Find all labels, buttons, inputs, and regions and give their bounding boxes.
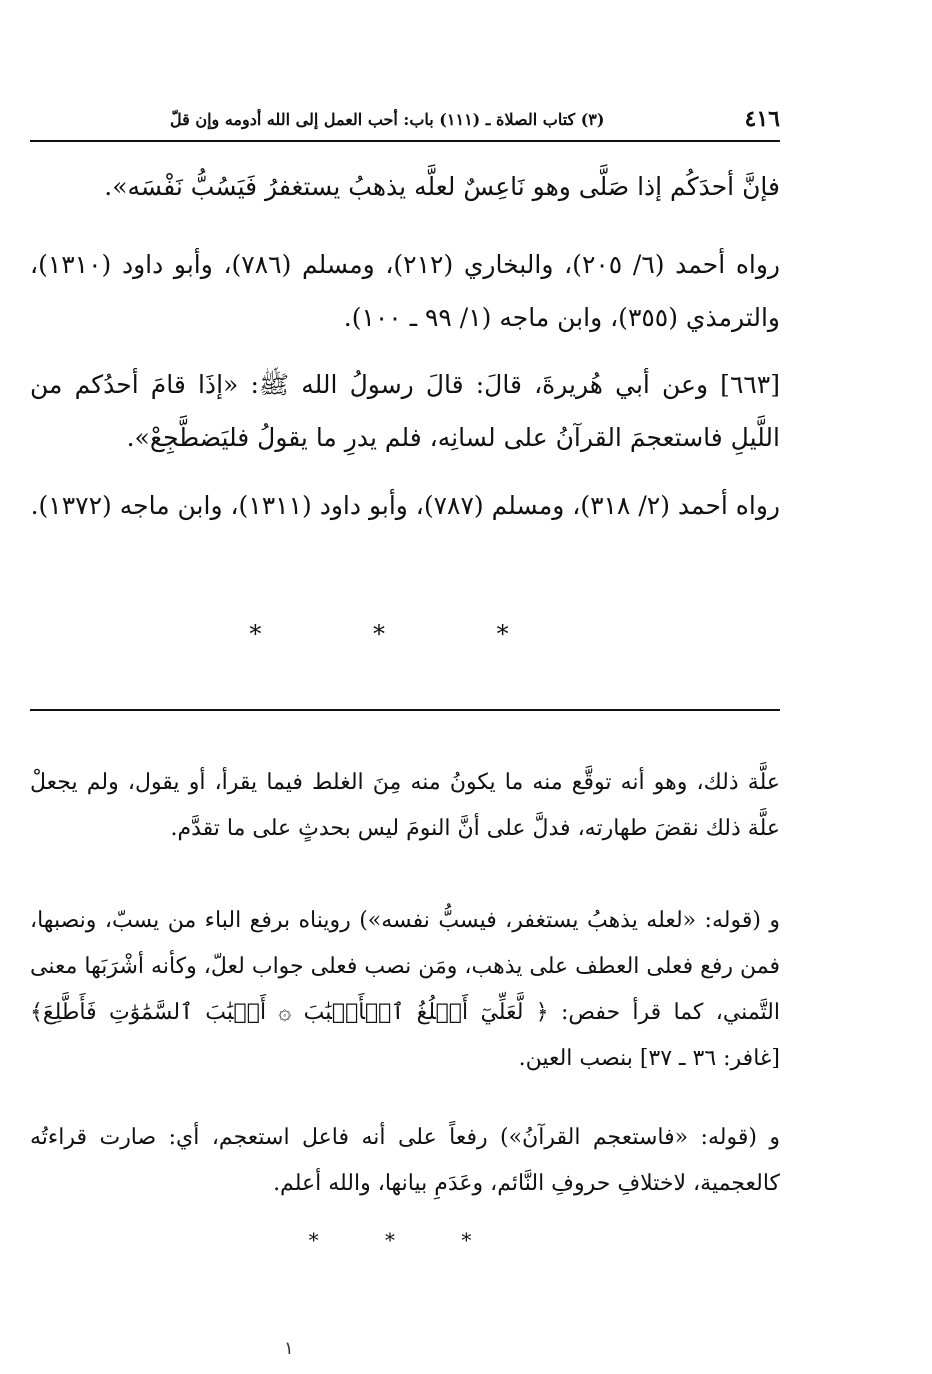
page-mark: ١ — [284, 1338, 294, 1359]
commentary-separator: * * * — [308, 1228, 502, 1252]
hadith-ending: فإنَّ أحدَكُم إذا صَلَّى وهو نَاعِسٌ لعلَّه يذهبُ يستغفرُ فَيَسُبُّ نَفْسَه». — [104, 172, 780, 201]
footnote-rule — [30, 709, 780, 711]
hadith-sources-1: رواه أحمد (٦/ ٢٠٥)، والبخاري (٢١٢)، ومسلم (٧٨٦)، وأبو داود (١٣١٠)، والترمذي (٣٥٥)، وابن ماجه (١/ ٩٩ ـ ١٠٠). — [30, 250, 781, 332]
commentary-paragraph-1: علَّة ذلك، وهو أنه توقَّع منه ما يكونُ منه مِنَ الغلط فيما يقرأ، أو يقول، ولم يجعلْ علَّة ذلك نقضَ طهارته، فدلَّ على أنَّ النومَ ليس بحدثٍ على ما تقدَّم. — [30, 770, 780, 841]
section-separator: * * * — [249, 620, 561, 648]
page-number: ٤١٦ — [744, 106, 780, 132]
commentary-paragraph-3: و (قوله: «فاستعجم القرآنُ») رفعاً على أنه فاعل استعجم، أي: صارت قراءتُه كالعجمية، لاختلافِ حروفِ النَّائم، وعَدَمِ بيانها، والله أعلم. — [30, 1125, 780, 1196]
running-title: (٣) كتاب الصلاة ـ (١١١) باب: أحب العمل إلى الله أدومه وإن قلّ — [170, 110, 605, 129]
hadith-663: [٦٦٣] وعن أبي هُريرةَ، قالَ: قالَ رسولُ الله ﷺ: «إذَا قامَ أحدُكم من اللَّيلِ فاستعجمَ القرآنُ على لسانِه، فلم يدرِ ما يقولُ فليَضطَّجِعْ». — [30, 370, 780, 452]
hadith-sources-2: رواه أحمد (٢/ ٣١٨)، ومسلم (٧٨٧)، وأبو داود (١٣١١)، وابن ماجه (١٣٧٢). — [30, 491, 780, 520]
page-header — [30, 104, 780, 140]
commentary-paragraph-2: و (قوله: «لعله يذهبُ يستغفر، فيسبُّ نفسه») رويناه برفع الباء من يسبّ، ونصبها، فمن رفع فعلى العطف على يذهب، ومَن نصب فعلى جواب لعلّ، وكأنه أشْرَبَها معنى التَّمني، كما قرأ حفص: ﴿ لَّعَلِّيٓ أَبۡلُغُ ٱلۡأَسۡبَٰبَ ۞ أَسۡبَٰبَ ٱلسَّمَٰوَٰتِ فَأَطَّلِعَ﴾ [غافر: ٣٦ ـ ٣٧] بنصب العين. — [30, 908, 780, 1071]
header-rule — [30, 140, 780, 142]
